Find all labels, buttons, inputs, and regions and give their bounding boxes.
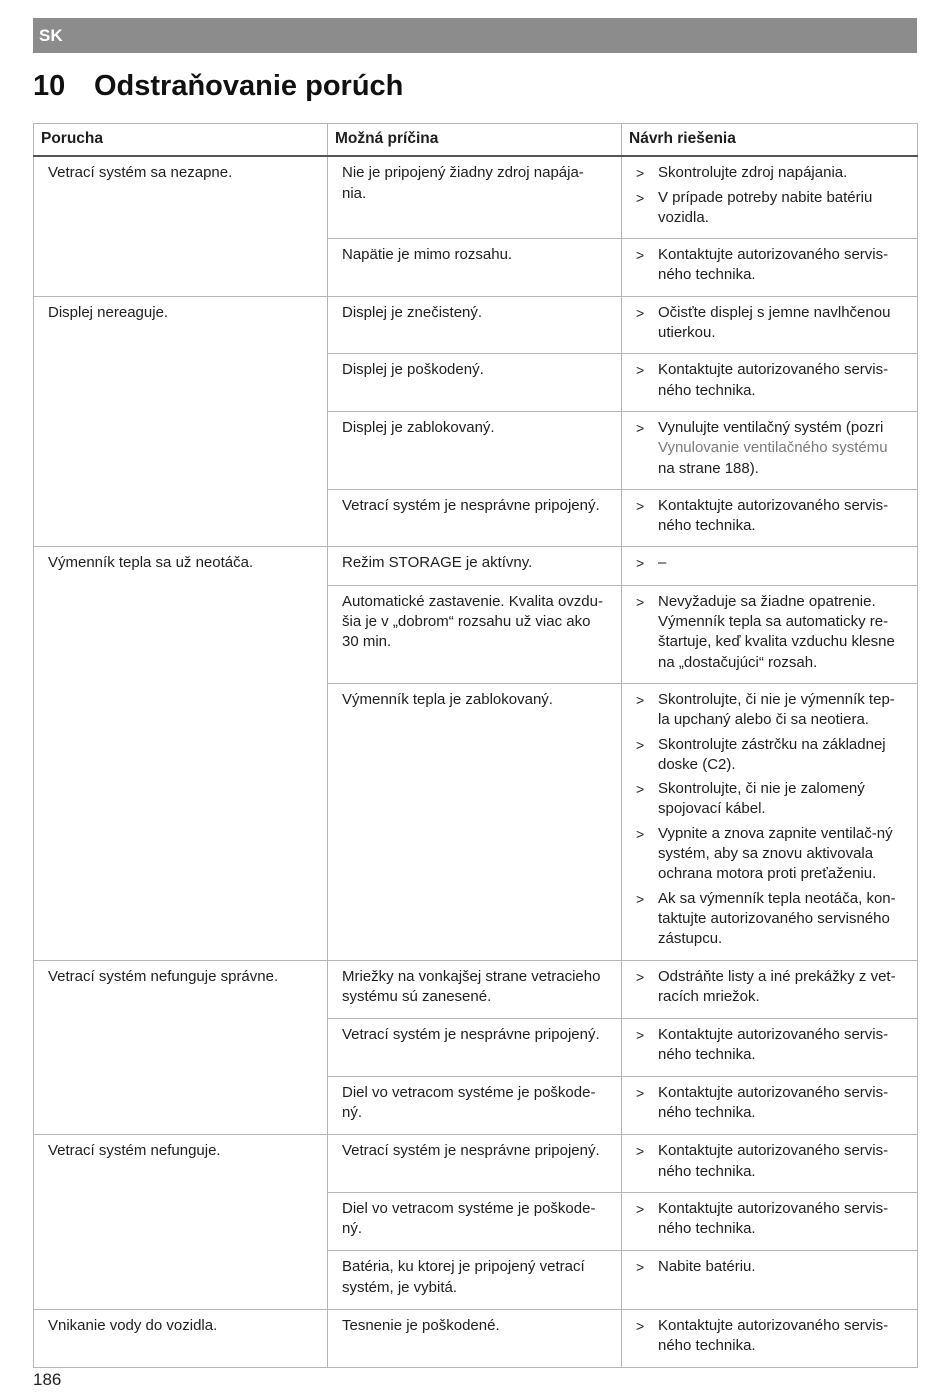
solution-text: Skontrolujte zástrčku na základnej doske (C2). — [658, 735, 886, 773]
arrow-icon: > — [636, 165, 645, 182]
solution-item — [636, 1257, 905, 1277]
arrow-icon: > — [636, 1259, 645, 1276]
arrow-icon: > — [636, 247, 645, 264]
arrow-icon: > — [636, 1143, 645, 1160]
arrow-icon: > — [636, 781, 645, 798]
solution-text: Očisťte displej s jemne navlhčenou utierkou. — [658, 303, 891, 342]
solution-item — [636, 824, 905, 885]
arrow-icon: > — [636, 362, 645, 379]
table-row — [34, 547, 918, 585]
fault-cell: Výmenník tepla sa už neotáča. — [34, 547, 328, 960]
solution-cell — [622, 411, 918, 489]
arrow-icon: > — [636, 736, 645, 753]
cause-cell: Vetrací systém je nesprávne pripojený. — [328, 1019, 622, 1077]
solution-item — [636, 188, 905, 229]
fault-cell: Vetrací systém nefunguje správne. — [34, 960, 328, 1135]
chapter-title: Odstraňovanie porúch — [94, 70, 404, 102]
cause-cell: Batéria, ku ktorej je pripojený vetrací systém, je vybitá. — [328, 1251, 622, 1310]
solution-item — [636, 967, 905, 1008]
solution-cell — [622, 960, 918, 1019]
arrow-icon: > — [636, 189, 645, 206]
column-header-cause: Možná príčina — [328, 124, 622, 157]
solution-item — [636, 1316, 905, 1357]
fault-cell: Vnikanie vody do vozidla. — [34, 1310, 328, 1368]
table-header-row — [34, 124, 918, 157]
solution-item — [636, 360, 905, 401]
solution-text: Vypnite a znova zapnite ventilač-ný systém, aby sa znovu aktivovala ochrana motora proti preťaženiu. — [658, 824, 893, 883]
solution-text: Skontrolujte, či nie je výmenník tep-la upchaný alebo či sa neotiera. — [658, 690, 895, 729]
solution-cell — [622, 296, 918, 354]
fault-cell: Displej nereaguje. — [34, 296, 328, 547]
solution-text-suffix: na strane 188). — [658, 459, 759, 477]
arrow-icon: > — [636, 497, 645, 514]
cause-cell: Výmenník tepla je zablokovaný. — [328, 683, 622, 960]
solution-text: Kontaktujte autorizovaného servis-ného technika. — [658, 1083, 889, 1121]
arrow-icon: > — [636, 593, 645, 610]
table-row — [34, 156, 918, 238]
cause-cell: Displej je zablokovaný. — [328, 411, 622, 489]
solution-item — [636, 245, 905, 286]
table-row — [34, 1135, 918, 1193]
solution-item — [636, 779, 905, 820]
arrow-icon: > — [636, 1318, 645, 1335]
cross-reference-link[interactable]: Vynulovanie ventilačného systému — [658, 439, 888, 457]
arrow-icon: > — [636, 1200, 645, 1217]
solution-cell — [622, 1192, 918, 1251]
fault-cell: Vetrací systém nefunguje. — [34, 1135, 328, 1310]
arrow-icon: > — [636, 555, 645, 572]
cause-cell: Diel vo vetracom systéme je poškode-ný. — [328, 1076, 622, 1135]
solution-text: Kontaktujte autorizovaného servis-ného technika. — [658, 1199, 889, 1238]
arrow-icon: > — [636, 304, 645, 321]
solution-text: Kontaktujte autorizovaného servis-ného technika. — [658, 1317, 889, 1355]
cause-cell: Režim STORAGE je aktívny. — [328, 547, 622, 585]
cause-cell: Vetrací systém je nesprávne pripojený. — [328, 1135, 622, 1193]
solution-cell — [622, 354, 918, 412]
solution-text: Skontrolujte zdroj napájania. — [658, 164, 848, 182]
solution-text: Nevyžaduje sa žiadne opatrenie. Výmenník tepla sa automaticky re-štartuje, keď kvalita vzduchu klesne na „dostačujúci“ rozsah. — [658, 592, 895, 671]
arrow-icon: > — [636, 890, 645, 907]
cause-cell: Tesnenie je poškodené. — [328, 1310, 622, 1368]
table-row — [34, 1310, 918, 1368]
solution-item — [636, 592, 905, 673]
column-header-fault: Porucha — [34, 124, 328, 157]
solution-cell — [622, 1251, 918, 1310]
solution-item — [636, 1025, 905, 1066]
solution-item — [636, 418, 905, 479]
solution-text: Skontrolujte, či nie je zalomený spojovací kábel. — [658, 780, 865, 818]
solution-item — [636, 889, 905, 950]
solution-item — [636, 735, 905, 776]
column-header-solution: Návrh riešenia — [622, 124, 918, 157]
arrow-icon: > — [636, 1027, 645, 1044]
solution-text: Nabite batériu. — [658, 1258, 756, 1276]
solution-cell — [622, 683, 918, 960]
solution-cell — [622, 1310, 918, 1368]
solution-text: Kontaktujte autorizovaného servis-ného technika. — [658, 246, 889, 284]
solution-text: Odstráňte listy a iné prekážky z vet-racích mriežok. — [658, 967, 896, 1005]
solution-item — [636, 1199, 905, 1240]
page-number: 186 — [33, 1370, 62, 1389]
cause-cell: Napätie je mimo rozsahu. — [328, 239, 622, 297]
solution-text: Kontaktujte autorizovaného servis-ného technika. — [658, 1142, 889, 1180]
chapter-number: 10 — [33, 70, 66, 102]
solution-text-prefix: Vynulujte ventilačný systém (pozri — [658, 418, 884, 436]
cause-cell: Nie je pripojený žiadny zdroj napája-nia. — [328, 156, 622, 238]
cause-cell: Diel vo vetracom systéme je poškode-ný. — [328, 1192, 622, 1251]
solution-item — [636, 163, 905, 183]
fault-cell: Vetrací systém sa nezapne. — [34, 156, 328, 296]
solution-text: Kontaktujte autorizovaného servis-ného technika. — [658, 361, 889, 399]
troubleshooting-table — [33, 123, 918, 1368]
language-bar — [33, 18, 917, 53]
cause-cell: Automatické zastavenie. Kvalita ovzdu-šia je v „dobrom“ rozsahu už viac ako 30 min. — [328, 585, 622, 683]
arrow-icon: > — [636, 1084, 645, 1101]
solution-text: Kontaktujte autorizovaného servis-ného technika. — [658, 1026, 889, 1064]
solution-cell — [622, 585, 918, 683]
table-row — [34, 296, 918, 354]
solution-cell — [622, 547, 918, 585]
solution-item — [636, 1141, 905, 1182]
cause-cell: Displej je znečistený. — [328, 296, 622, 354]
solution-cell — [622, 156, 918, 238]
solution-text — [658, 418, 905, 479]
solution-text: Kontaktujte autorizovaného servis-ného technika. — [658, 496, 889, 535]
language-code: SK — [39, 26, 63, 45]
solution-cell — [622, 1019, 918, 1077]
cause-cell: Displej je poškodený. — [328, 354, 622, 412]
table-row — [34, 960, 918, 1019]
solution-cell — [622, 489, 918, 547]
solution-item — [636, 553, 905, 573]
arrow-icon: > — [636, 825, 645, 842]
solution-item — [636, 1083, 905, 1124]
arrow-icon: > — [636, 691, 645, 708]
solution-item — [636, 496, 905, 537]
solution-cell — [622, 1076, 918, 1135]
chapter-heading — [33, 66, 403, 106]
solution-text: Ak sa výmenník tepla neotáča, kon-taktujte autorizovaného servisného zástupcu. — [658, 889, 896, 948]
solution-text: V prípade potreby nabite batériu vozidla. — [658, 188, 873, 226]
solution-cell — [622, 1135, 918, 1193]
cause-cell: Vetrací systém je nesprávne pripojený. — [328, 489, 622, 547]
solution-cell — [622, 239, 918, 297]
solution-item — [636, 303, 905, 344]
arrow-icon: > — [636, 419, 645, 436]
arrow-icon: > — [636, 968, 645, 985]
solution-item — [636, 690, 905, 731]
cause-cell: Mriežky na vonkajšej strane vetracieho systému sú zanesené. — [328, 960, 622, 1019]
solution-text: – — [658, 554, 667, 572]
